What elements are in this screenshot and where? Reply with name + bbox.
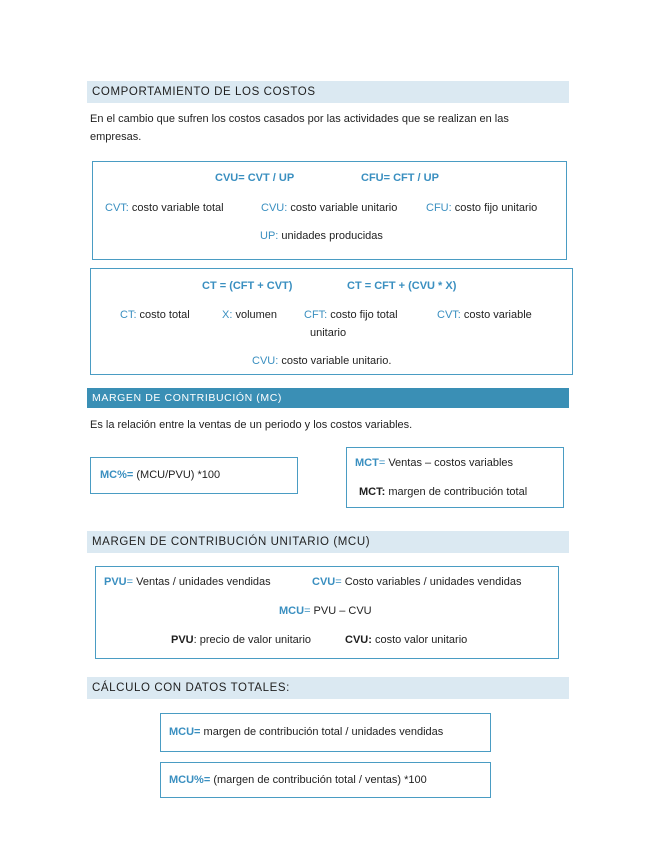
costs-description	[90, 110, 570, 146]
section-header-mc: MARGEN DE CONTRIBUCIÓN (MC)	[87, 388, 569, 408]
mc-description: Es la relación entre la ventas de un periodo y los costos variables.	[90, 419, 413, 431]
formula-cvu: CVU= CVT / UP	[215, 172, 295, 184]
def-pvu-key: PVU	[171, 634, 194, 646]
formula-mc-percent-key: MC%=	[100, 469, 134, 481]
def-up	[260, 230, 383, 242]
def-up-text: unidades producidas	[278, 230, 383, 242]
def-cft-wrap: unitario	[310, 327, 347, 339]
def-ct-key: CT:	[120, 309, 137, 321]
def-pvu-text: : precio de valor unitario	[193, 634, 312, 646]
formula-pvu-eq: =	[126, 576, 137, 588]
def-pvu	[171, 634, 311, 646]
formula-mcu-total-text: margen de contribución total / unidades vendidas	[200, 726, 444, 738]
def-cvu-3-key: CVU:	[345, 634, 372, 646]
formula-cvu-2-key: CVU	[312, 576, 336, 588]
def-cft	[304, 309, 398, 321]
formula-pvu	[104, 576, 271, 588]
def-x-key: X:	[222, 309, 233, 321]
formula-mcu	[279, 605, 372, 617]
def-up-key: UP:	[260, 230, 279, 242]
formula-ct-1: CT = (CFT + CVT)	[202, 280, 293, 292]
formula-pvu-text: Ventas / unidades vendidas	[136, 576, 271, 588]
formula-mc-percent-text: (MCU/PVU) *100	[133, 469, 221, 481]
def-cvu-text: costo variable unitario	[287, 202, 398, 214]
def-ct-text: costo total	[136, 309, 190, 321]
def-cvu-2-text: costo variable unitario.	[278, 355, 392, 367]
formula-cvu-2-text: Costo variables / unidades vendidas	[344, 576, 522, 588]
section-header-costs: COMPORTAMIENTO DE LOS COSTOS	[87, 81, 569, 103]
def-cvu	[261, 202, 397, 214]
def-cfu-key: CFU:	[426, 202, 452, 214]
formula-mct-text: Ventas – costos variables	[388, 457, 514, 469]
def-mct	[359, 486, 527, 498]
def-cvt-2-key: CVT:	[437, 309, 461, 321]
def-mct-text: margen de contribución total	[385, 486, 528, 498]
formula-mct	[355, 457, 513, 469]
def-mct-key: MCT:	[359, 486, 386, 498]
def-cfu-text: costo fijo unitario	[451, 202, 538, 214]
formula-mcu-percent-total-text: (margen de contribución total / ventas) *100	[210, 774, 427, 786]
formula-mcu-eq: =	[304, 605, 314, 617]
formula-mcu-total	[169, 726, 443, 738]
def-cvt-key: CVT:	[105, 202, 129, 214]
def-cvu-3	[345, 634, 467, 646]
costs-description-line2: empresas.	[90, 131, 142, 143]
formula-ct-2: CT = CFT + (CVU * X)	[347, 280, 457, 292]
formula-mcu-text: PVU – CVU	[313, 605, 372, 617]
formula-mcu-percent-total	[169, 774, 427, 786]
section-header-mcu: MARGEN DE CONTRIBUCIÓN UNITARIO (MCU)	[87, 531, 569, 553]
formula-mc-percent	[100, 469, 220, 481]
formula-cvu-2	[312, 576, 521, 588]
def-cvt	[105, 202, 224, 214]
def-x	[222, 309, 277, 321]
def-cvt-text: costo variable total	[128, 202, 224, 214]
def-cvu-2	[252, 355, 391, 367]
formula-mct-key: MCT	[355, 457, 379, 469]
formula-mcu-percent-total-key: MCU%=	[169, 774, 211, 786]
def-cft-text: costo fijo total	[327, 309, 398, 321]
def-cvt-2	[437, 309, 532, 321]
formula-mcu-key: MCU	[279, 605, 305, 617]
def-cvt-2-text: costo variable	[460, 309, 532, 321]
costs-description-line1: En el cambio que sufren los costos casados por las actividades que se realizan en las	[90, 113, 509, 125]
section-header-totals: CÁLCULO CON DATOS TOTALES:	[87, 677, 569, 699]
formula-pvu-key: PVU	[104, 576, 127, 588]
def-cft-key: CFT:	[304, 309, 328, 321]
formula-cfu: CFU= CFT / UP	[361, 172, 439, 184]
def-cvu-2-key: CVU:	[252, 355, 279, 367]
def-cfu	[426, 202, 537, 214]
formula-mct-eq: =	[378, 457, 389, 469]
formula-mcu-total-key: MCU=	[169, 726, 201, 738]
def-x-text: volumen	[232, 309, 278, 321]
def-cvu-3-text: costo valor unitario	[371, 634, 468, 646]
def-cvu-key: CVU:	[261, 202, 288, 214]
formula-cvu-2-eq: =	[335, 576, 345, 588]
def-ct	[120, 309, 190, 321]
